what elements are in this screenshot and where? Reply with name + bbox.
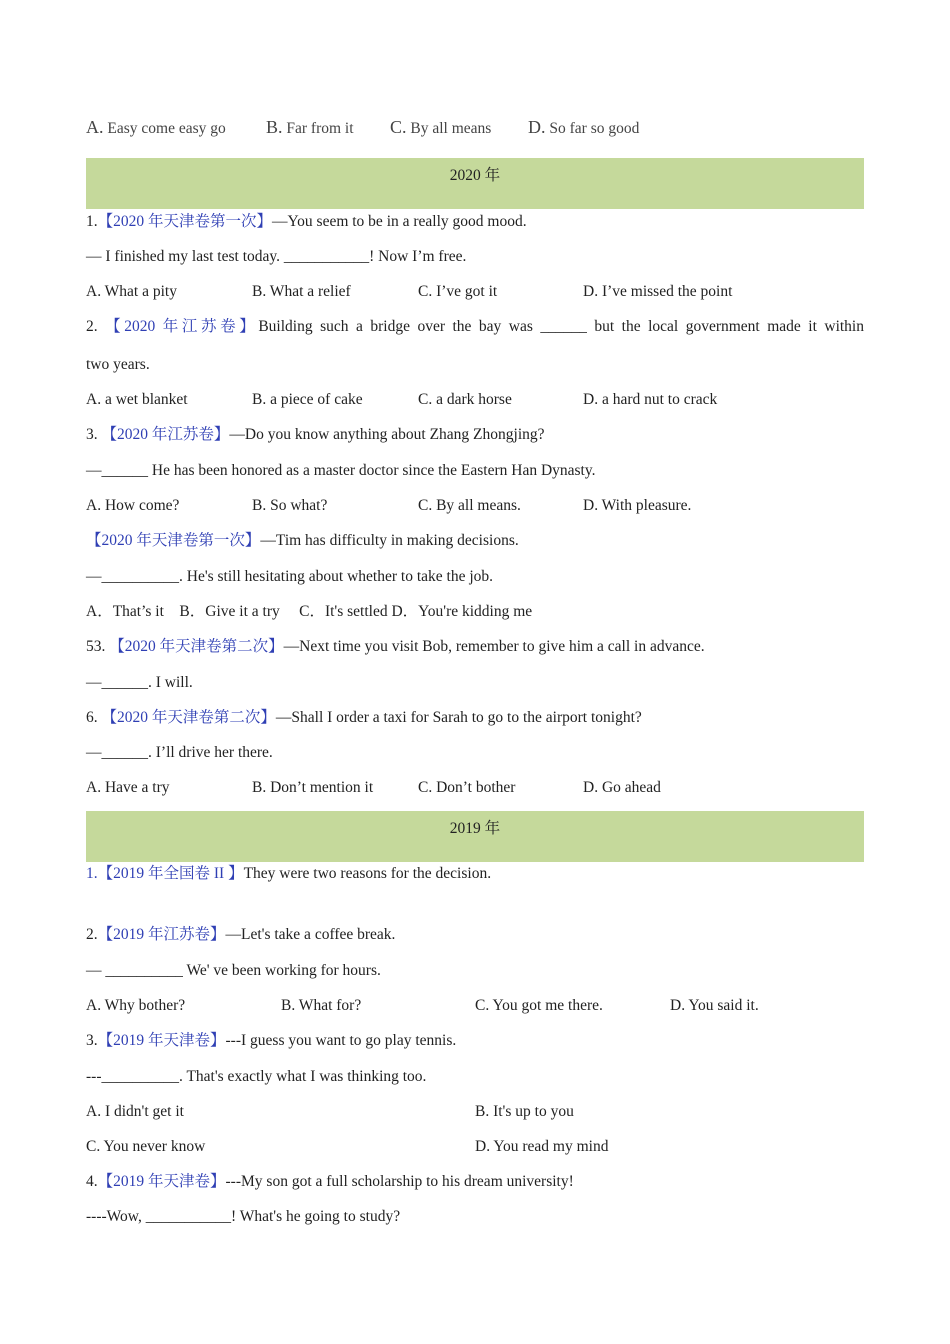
question-stem: 6. 【2020 年天津卷第二次】—Shall I order a taxi for Sarah to go to the airport tonight? <box>86 709 642 726</box>
option-d: D. You said it. <box>670 997 759 1014</box>
question-line: two years. <box>86 356 150 373</box>
options-line: A．That’s it B．Give it a try C．It's settled D．You're kidding me <box>86 603 533 620</box>
question-line: — __________ We' ve been working for hours. <box>86 962 381 979</box>
option-d: D. I’ve missed the point <box>583 283 733 300</box>
option-c: C. a dark horse <box>418 391 512 408</box>
option-b: B. What for? <box>281 997 362 1014</box>
section-header-2019: 2019 年 <box>86 811 864 862</box>
source-tag: 【2020 年江苏卷】 <box>101 426 230 443</box>
option-b: B. So what? <box>252 497 328 514</box>
source-tag: 【2019 年天津卷】 <box>97 1173 226 1190</box>
option-c: C. Don’t bother <box>418 779 516 796</box>
question-line: —__________. He's still hesitating about whether to take the job. <box>86 568 494 585</box>
option-a: A. I didn't get it <box>86 1103 184 1120</box>
option-a: A. Easy come easy go <box>86 117 226 137</box>
option-b: B. Far from it <box>266 117 354 137</box>
source-tag: 【2020 年天津卷第一次】 <box>97 213 273 230</box>
option-d: D. Go ahead <box>583 779 661 796</box>
option-d: D. With pleasure. <box>583 497 692 514</box>
source-tag: 【2019 年江苏卷】 <box>97 926 226 943</box>
option-b: B. What a relief <box>252 283 351 300</box>
question-stem: 【2020 年天津卷第一次】—Tim has difficulty in making decisions. <box>86 532 519 549</box>
option-a: A. What a pity <box>86 283 177 300</box>
question-line: ----Wow, ___________! What's he going to study? <box>86 1208 401 1225</box>
question-stem: 4.【2019 年天津卷】---My son got a full scholarship to his dream university! <box>86 1173 574 1190</box>
source-tag: 【2020 年江苏卷】 <box>105 318 259 335</box>
option-d: D. You read my mind <box>475 1138 609 1155</box>
option-d: D. a hard nut to crack <box>583 391 718 408</box>
source-tag: 【2020 年天津卷第二次】 <box>101 709 276 726</box>
question-line: — I finished my last test today. ___________! Now I’m free. <box>86 248 467 265</box>
question-stem: 3.【2019 年天津卷】---I guess you want to go play tennis. <box>86 1032 457 1049</box>
question-stem: 1.【2020 年天津卷第一次】—You seem to be in a really good mood. <box>86 213 527 230</box>
question-line: —______. I’ll drive her there. <box>86 744 273 761</box>
section-header-2020: 2020 年 <box>86 158 864 209</box>
option-c: C. I’ve got it <box>418 283 498 300</box>
option-a: A. Have a try <box>86 779 170 796</box>
option-d: D. So far so good <box>528 117 640 137</box>
source-tag: 【2019 年全国卷 II 】 <box>97 865 244 882</box>
question-line: —______ He has been honored as a master doctor since the Eastern Han Dynasty. <box>86 462 596 479</box>
option-c: C. By all means <box>390 117 492 137</box>
question-stem: 2. 【2020 年江苏卷】Building such a bridge over the bay was ______ but the local government made it within <box>86 318 864 335</box>
question-stem: 2.【2019 年江苏卷】—Let's take a coffee break. <box>86 926 396 943</box>
question-stem: 53. 【2020 年天津卷第二次】—Next time you visit Bob, remember to give him a call in advance. <box>86 638 705 655</box>
option-b: B. a piece of cake <box>252 391 363 408</box>
option-b: B. It's up to you <box>475 1103 574 1120</box>
question-line: —______. I will. <box>86 674 193 691</box>
option-a: A. How come? <box>86 497 180 514</box>
option-c: C. You never know <box>86 1138 206 1155</box>
option-b: B. Don’t mention it <box>252 779 374 796</box>
source-tag: 【2019 年天津卷】 <box>97 1032 226 1049</box>
question-line: ---__________. That's exactly what I was thinking too. <box>86 1068 427 1085</box>
option-c: C. You got me there. <box>475 997 603 1014</box>
source-tag: 【2020 年天津卷第一次】 <box>86 532 261 549</box>
option-a: A. a wet blanket <box>86 391 188 408</box>
question-stem: 1.【2019 年全国卷 II 】They were two reasons for the decision. <box>86 865 492 882</box>
option-a: A. Why bother? <box>86 997 186 1014</box>
option-c: C. By all means. <box>418 497 521 514</box>
question-stem: 3. 【2020 年江苏卷】—Do you know anything about Zhang Zhongjing? <box>86 426 545 443</box>
source-tag: 【2020 年天津卷第二次】 <box>109 638 284 655</box>
